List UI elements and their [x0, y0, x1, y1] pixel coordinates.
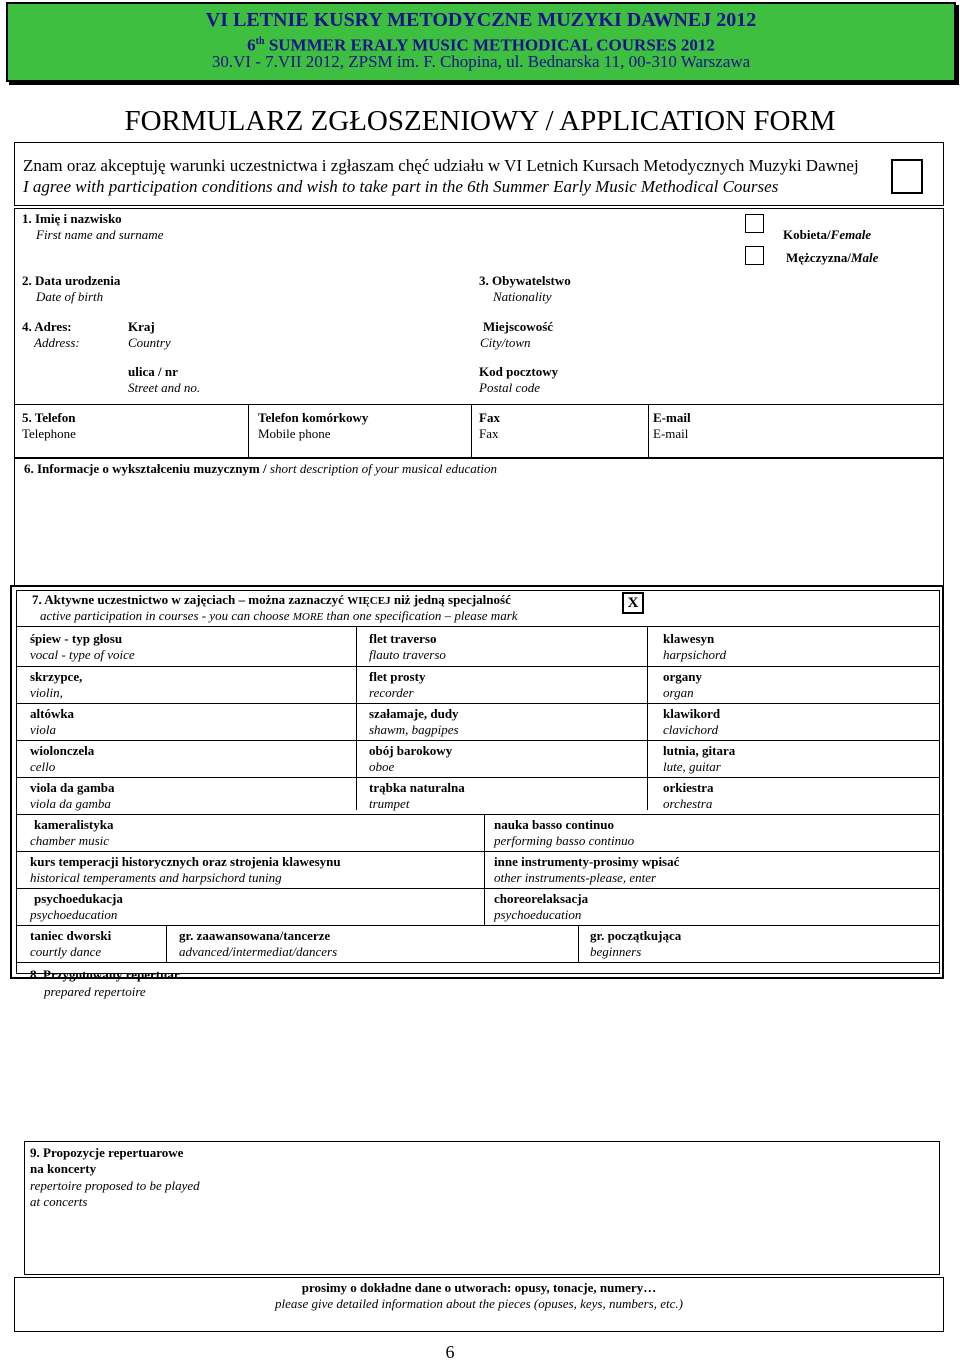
course-label-en: other instruments-please, enter — [494, 870, 657, 885]
street-label: ulica / nr — [128, 364, 178, 379]
course-label-pl: kurs temperacji historycznych oraz strojenia klawesynu — [30, 854, 341, 869]
concert-label-pl-2: na koncerty — [30, 1161, 97, 1176]
course-label-en: cello — [30, 759, 56, 774]
nationality-label-en: Nationality — [493, 289, 552, 304]
courses-row-line-8 — [16, 925, 940, 926]
course-option[interactable] — [369, 780, 465, 812]
courses-subtitle-b: than one specification – please mark — [323, 608, 518, 623]
postal-label: Kod pocztowy — [479, 364, 559, 379]
female-label-en: Female — [830, 227, 872, 242]
education-label-en: short description of your musical education — [266, 461, 498, 476]
course-label-en: psychoeducation — [30, 907, 118, 922]
course-label-pl: altówka — [30, 706, 75, 721]
repertoire-label-pl: 8. Przygotowany repertuar — [30, 967, 180, 982]
mobile-label-en: Mobile phone — [258, 426, 331, 441]
phone-label: 5. Telefon — [22, 410, 76, 425]
course-option-chamber[interactable] — [30, 817, 114, 849]
header-banner — [6, 2, 956, 82]
course-label-en: harpsichord — [663, 647, 727, 662]
courses-header-divider — [16, 626, 940, 627]
courses-col-divider-2 — [647, 627, 648, 810]
education-field[interactable] — [20, 482, 938, 580]
course-label-pl: flet prosty — [369, 669, 426, 684]
female-label-pl: Kobieta/ — [783, 227, 831, 242]
education-label — [24, 461, 497, 477]
name-label-en: First name and surname — [36, 227, 164, 242]
footer-note-pl: prosimy o dokładne dane o utworach: opusy, tonacje, numery… — [301, 1280, 657, 1295]
footer-note-en: please give detailed information about the pieces (opuses, keys, numbers, etc.) — [275, 1296, 683, 1311]
course-label-en: recorder — [369, 685, 414, 700]
courses-title — [32, 592, 511, 609]
course-label-en: psychoeducation — [494, 907, 582, 922]
course-option-basso[interactable] — [494, 817, 634, 849]
repertoire-field[interactable] — [20, 1004, 938, 1138]
male-label — [786, 250, 878, 266]
courses-title-b: niż jedną specjalność — [390, 592, 511, 607]
course-option-advanced[interactable] — [179, 928, 337, 960]
course-option[interactable] — [369, 706, 459, 738]
phone-label-en: Telephone — [22, 426, 76, 441]
course-label-pl: klawesyn — [663, 631, 715, 646]
fax-label-en: Fax — [479, 426, 499, 441]
courses-lower-divider — [484, 815, 485, 926]
female-label — [783, 227, 871, 243]
course-label-en: trumpet — [369, 796, 410, 811]
course-option[interactable] — [30, 631, 135, 663]
course-label-en: orchestra — [663, 796, 713, 811]
dance-divider-1 — [166, 926, 167, 962]
course-option[interactable] — [30, 743, 94, 775]
course-option-choreo[interactable] — [494, 891, 588, 923]
course-label-pl: flet traverso — [369, 631, 437, 646]
course-option[interactable] — [30, 669, 82, 701]
address-label-en: Address: — [34, 335, 80, 350]
course-label-en: vocal - type of voice — [30, 647, 135, 662]
country-label-en: Country — [128, 335, 171, 350]
male-label-en: Male — [850, 250, 879, 265]
course-option[interactable] — [663, 669, 702, 701]
course-option[interactable] — [663, 706, 720, 738]
course-option[interactable] — [663, 631, 726, 663]
course-option-psychoeducation[interactable] — [30, 891, 123, 923]
header-line-2-num: 6 — [247, 35, 256, 55]
course-label-en: performing basso continuo — [494, 833, 635, 848]
courses-title-a: 7. Aktywne uczestnictwo w zajęciach – można zaznaczyć — [32, 592, 348, 607]
concert-label-pl-1: 9. Propozycje repertuarowe — [30, 1145, 184, 1160]
course-label-pl: viola da gamba — [30, 780, 115, 795]
name-label: 1. Imię i nazwisko — [22, 211, 122, 226]
consent-text-pl: Znam oraz akceptuję warunki uczestnictwa i zgłaszam chęć udziału w VI Letnich Kursach Metodycznych Muzyki Dawnej — [23, 156, 859, 175]
email-label: E-mail — [653, 410, 691, 425]
repertoire-label-en: prepared repertoire — [44, 984, 146, 999]
courses-row-line-3 — [16, 740, 940, 741]
courses-subtitle-a: active participation in courses - you can choose — [40, 608, 293, 623]
course-label-pl: gr. zaawansowana/tancerze — [179, 928, 331, 943]
courses-row-line-2 — [16, 703, 940, 704]
courses-row-line-5 — [16, 814, 940, 815]
courses-inner-border — [16, 590, 940, 974]
course-label-pl: gr. początkująca — [590, 928, 682, 943]
country-label: Kraj — [128, 319, 155, 334]
female-checkbox[interactable] — [745, 214, 764, 233]
email-label-en: E-mail — [653, 426, 689, 441]
name-field[interactable] — [200, 214, 700, 248]
consent-checkbox[interactable] — [891, 159, 923, 194]
male-checkbox[interactable] — [745, 246, 764, 265]
course-label-pl: inne instrumenty-prosimy wpisać — [494, 854, 680, 869]
course-label-pl: orkiestra — [663, 780, 714, 795]
header-line-2-sup: th — [255, 36, 265, 47]
course-option-temperament[interactable] — [30, 854, 341, 886]
concert-label-en-1: repertoire proposed to be played — [30, 1178, 200, 1193]
course-option[interactable] — [30, 780, 115, 812]
course-option[interactable] — [663, 743, 735, 775]
courses-col-divider-1 — [356, 627, 357, 810]
course-label-pl: skrzypce, — [30, 669, 83, 684]
course-label-en: viola — [30, 722, 56, 737]
page-number: 6 — [445, 1342, 455, 1362]
course-label-pl: taniec dworski — [30, 928, 112, 943]
course-label-en: viola da gamba — [30, 796, 111, 811]
courses-row-line-9 — [16, 962, 940, 963]
course-option-other[interactable] — [494, 854, 679, 886]
postal-label-en: Postal code — [479, 380, 541, 395]
courses-title-sc: WIĘCEJ — [347, 595, 391, 607]
course-option[interactable] — [30, 706, 74, 738]
course-label-pl: klawikord — [663, 706, 721, 721]
street-label-en: Street and no. — [128, 380, 201, 395]
course-label-pl: śpiew - typ głosu — [30, 631, 123, 646]
course-label-pl: lutnia, gitara — [663, 743, 736, 758]
courses-row-line-1 — [16, 666, 940, 667]
courses-row-line-7 — [16, 888, 940, 889]
concert-field[interactable] — [240, 1146, 930, 1270]
course-option-beginners[interactable] — [590, 928, 681, 960]
mark-example-x: X — [627, 595, 639, 611]
course-label-en: advanced/intermediat/dancers — [179, 944, 338, 959]
course-label-pl: obój barokowy — [369, 743, 453, 758]
birth-label: 2. Data urodzenia — [22, 273, 121, 288]
course-label-pl: kameralistyka — [34, 817, 114, 832]
course-label-pl: choreorelaksacja — [494, 891, 589, 906]
dance-divider-2 — [578, 926, 579, 962]
course-option[interactable] — [369, 743, 452, 775]
course-label-en: beginners — [590, 944, 642, 959]
mobile-label: Telefon komórkowy — [258, 410, 369, 425]
course-label-pl: psychoedukacja — [34, 891, 123, 906]
course-label-pl: nauka basso continuo — [494, 817, 614, 832]
course-label-en: violin, — [30, 685, 63, 700]
courses-subtitle — [40, 608, 518, 625]
course-label-en: flauto traverso — [369, 647, 446, 662]
courses-row-line-6 — [16, 851, 940, 852]
male-label-pl: Mężczyzna/ — [786, 250, 851, 265]
nationality-label: 3. Obywatelstwo — [479, 273, 571, 288]
course-label-en: chamber music — [30, 833, 110, 848]
course-label-en: shawm, bagpipes — [369, 722, 459, 737]
city-label-en: City/town — [480, 335, 531, 350]
header-line-2-text: SUMMER ERALY MUSIC METHODICAL COURSES 2012 — [264, 35, 715, 55]
course-option-dance[interactable] — [30, 928, 111, 960]
courses-subtitle-sc: MORE — [292, 611, 324, 623]
course-label-pl: wiolonczela — [30, 743, 95, 758]
course-label-en: historical temperaments and harpsichord tuning — [30, 870, 282, 885]
header-line-1: VI LETNIE KUSRY METODYCZNE MUZYKI DAWNEJ 2012 — [205, 9, 757, 31]
course-label-pl: szałamaje, dudy — [369, 706, 459, 721]
form-title: FORMULARZ ZGŁOSZENIOWY / APPLICATION FORM — [124, 105, 836, 137]
birth-label-en: Date of birth — [36, 289, 104, 304]
contact-divider-2 — [471, 404, 472, 458]
courses-row-line-4 — [16, 777, 940, 778]
course-option[interactable] — [369, 669, 425, 701]
address-label: 4. Adres: — [22, 319, 72, 334]
consent-text-en: I agree with participation conditions and wish to take part in the 6th Summer Early Music Methodical Courses — [23, 177, 779, 196]
course-label-en: oboe — [369, 759, 395, 774]
contact-divider-3 — [648, 404, 649, 458]
course-label-en: lute, guitar — [663, 759, 721, 774]
fax-label: Fax — [479, 410, 500, 425]
consent-section — [14, 142, 944, 206]
course-label-pl: trąbka naturalna — [369, 780, 465, 795]
course-label-pl: organy — [663, 669, 702, 684]
course-option[interactable] — [369, 631, 446, 663]
concert-label-en-2: at concerts — [30, 1194, 88, 1209]
city-label: Miejscowość — [483, 319, 554, 334]
course-label-en: courtly dance — [30, 944, 102, 959]
header-line-3: 30.VI - 7.VII 2012, ZPSM im. F. Chopina, ul. Bednarska 11, 00-310 Warszawa — [211, 52, 751, 71]
education-label-pl: 6. Informacje o wykształceniu muzycznym / — [24, 461, 267, 476]
course-option[interactable] — [663, 780, 714, 812]
mark-example-box — [622, 592, 644, 614]
contact-divider-1 — [248, 404, 249, 458]
course-label-en: clavichord — [663, 722, 719, 737]
course-label-en: organ — [663, 685, 694, 700]
